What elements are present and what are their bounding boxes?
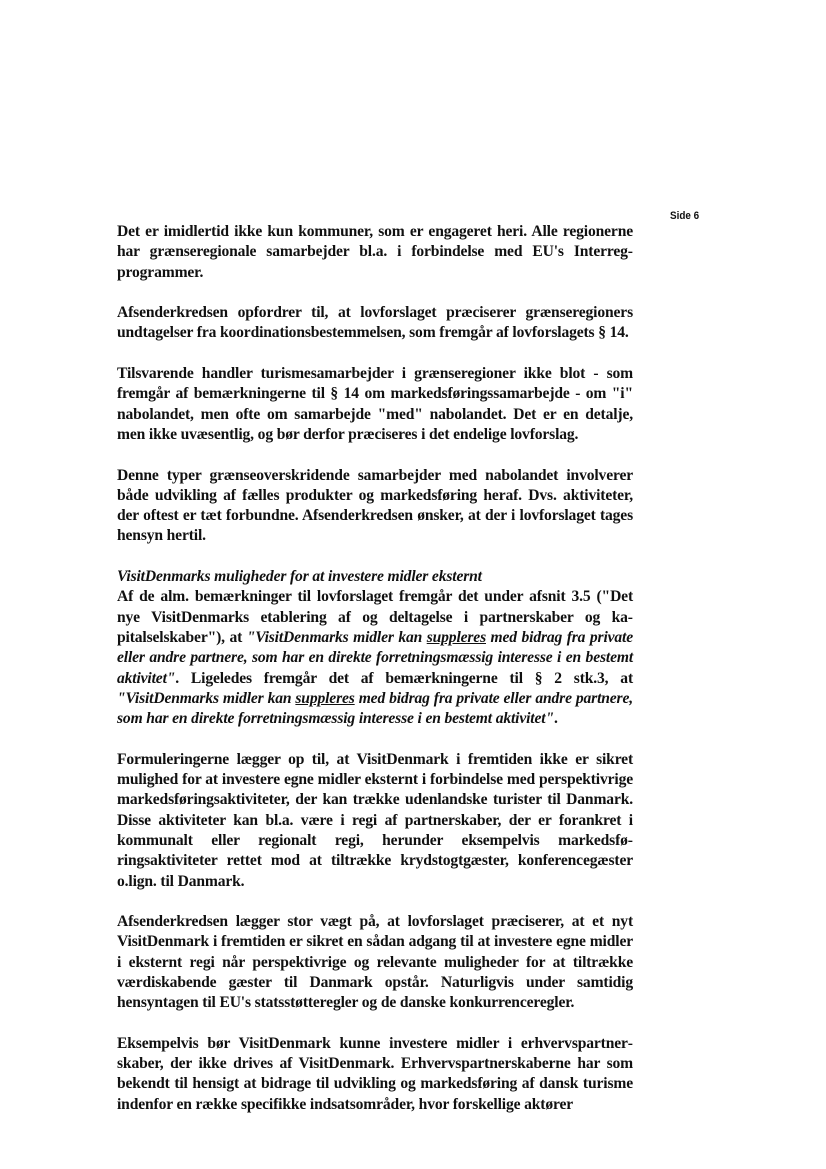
quote-segment: med bidrag fra private eller andre partnere, som har en direkte forretningsmæssig interesse i en bestemt aktivitet" bbox=[117, 689, 633, 728]
paragraph-cross-border: Denne typer grænseoverskridende samarbejder med nabolandet involverer både udvikling af fælles produkter og markedsføring heraf. Dvs. aktiviteter, der oftest er tæt forbundne. Afsenderkredsen ønsker, at der i lovforslaget tages hensyn hertil. bbox=[117, 466, 633, 545]
paragraph-coordination-exemption: Afsenderkredsen opfordrer til, at lovforslaget præciserer grænseregioners undtagelser fra koordinationsbestemmelsen, som fremgår af lovforslagets § 14. bbox=[117, 304, 633, 342]
document-body bbox=[117, 222, 633, 1115]
text-segment: Af de alm. bemærkninger til lovforslaget fremgår det under afsnit 3.5 ("Det nye VisitDenmarks etablering af og deltagelse i partnerskaber og kapitalselskaber"), at bbox=[117, 588, 633, 646]
page-number: Side 6 bbox=[670, 210, 700, 222]
quote-segment: med bidrag fra private eller andre partnere, som har en direkte forretningsmæssig interesse i en bestemt aktivitet" bbox=[117, 628, 633, 687]
underlined-term: suppleres bbox=[295, 689, 355, 707]
paragraph-emphasis: Afsenderkredsen lægger stor vægt på, at lovforslaget præciserer, at et nyt VisitDenmark i fremtiden er sikret en sådan adgang til at investere egne midler i eksternt regi når perspektivrige og relevante muligheder for at tiltrække værdiskabende gæster til Danmark opstår. Naturligvis under samtidig hensyntagen til EU's statsstøtteregler og de danske konkurrenceregler. bbox=[117, 913, 633, 1012]
paragraph-tourism-cooperation: Tilsvarende handler turismesamarbejder i grænseregioner ikke blot - som fremgår af bemærkningerne til § 14 om markedsføringssamarbejde - om "i" nabolandet, men ofte om samarbejde "med" nabolandet. Det er en detalje, men ikke uvæsentlig, og bør derfor præciseres i det endelige lovforslag. bbox=[117, 365, 633, 443]
quote-segment: "VisitDenmarks midler kan bbox=[117, 689, 296, 707]
paragraph-investment-remarks bbox=[117, 587, 633, 729]
text-segment: . Ligeledes fremgår det af bemærkningerne til § 2 stk.3, at bbox=[175, 669, 633, 687]
paragraph-regions-interreg: Det er imidlertid ikke kun kommuner, som er engageret heri. Alle regionerne har grænseregionale samarbejder bl.a. i forbindelse med EU's Interregprogrammer. bbox=[117, 223, 633, 281]
underlined-term: suppleres bbox=[426, 628, 486, 646]
text-segment: . bbox=[553, 710, 558, 728]
paragraph-example: Eksempelvis bør VisitDenmark kunne investere midler i erhvervspartnerskaber, der ikke drives af VisitDenmark. Erhvervspartnerskaberne har som bekendt til hensigt at bidrage til udvikling og markedsføring af dansk turisme indenfor en række specifikke indsatsområder, hvor forskellige aktører bbox=[117, 1034, 633, 1113]
quote-segment: "VisitDenmarks midler kan bbox=[246, 628, 427, 646]
section-heading: VisitDenmarks muligheder for at investere midler eksternt bbox=[117, 568, 482, 586]
paragraph-formulations: Formuleringerne lægger op til, at VisitDenmark i fremtiden ikke er sikret mulighed for at investere egne midler eksternt i forbindelse med perspektivrige markedsføringsaktiviteter, der kan trække udenlandske turister til Danmark. Disse aktiviteter kan bl.a. være i regi af partnerskaber, der er forankret i kommunalt eller regionalt regi, herunder eksempelvis markedsføringsaktiviteter rettet mod at tiltrække krydstogtgæster, konferencegæster o.lign. til Danmark. bbox=[117, 750, 633, 890]
